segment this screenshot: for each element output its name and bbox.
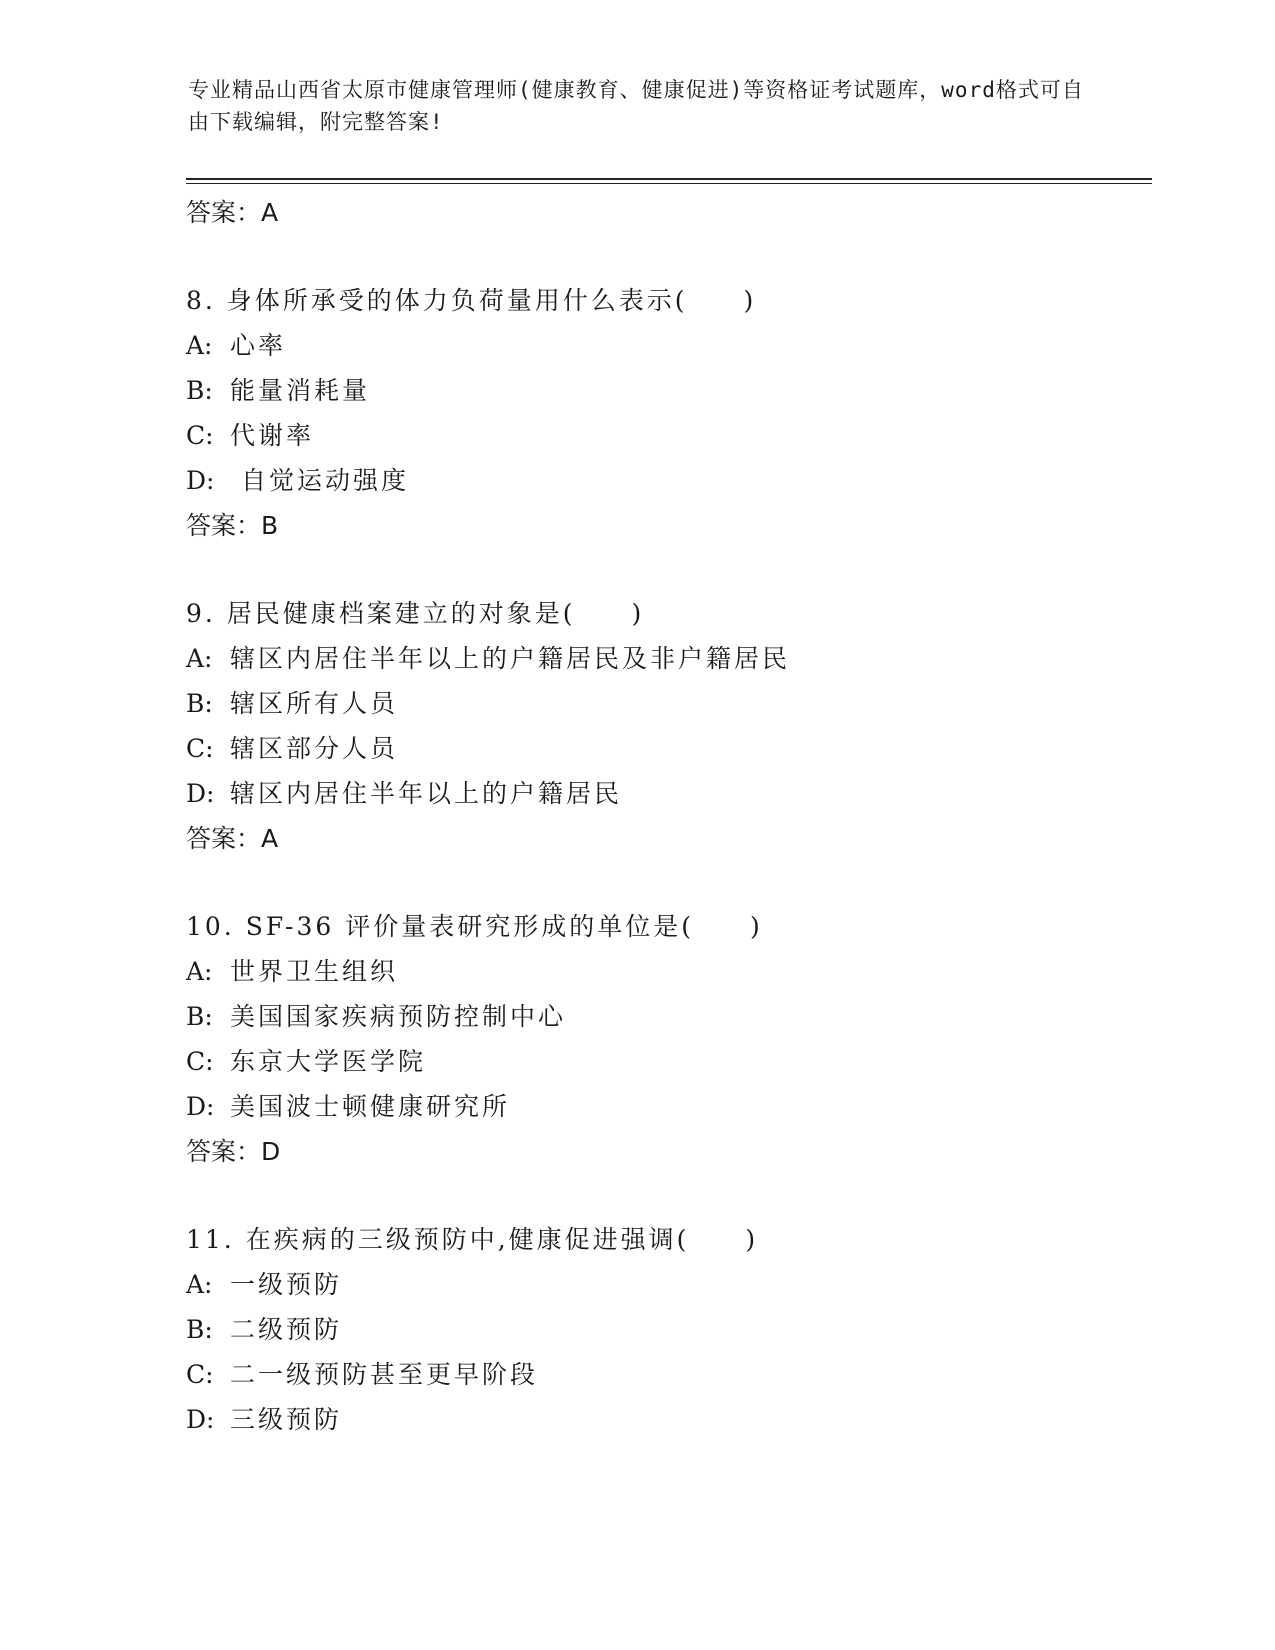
option-key: B: xyxy=(186,1315,213,1344)
option-text: 美国国家疾病预防控制中心 xyxy=(230,1002,567,1031)
answer-line: 答案：B xyxy=(186,511,279,540)
option-key: D: xyxy=(186,1405,215,1434)
header-rule-thick xyxy=(186,178,1152,180)
option-text: 辖区所有人员 xyxy=(230,689,399,718)
option-key: D: xyxy=(186,1092,215,1121)
option-text: 东京大学医学院 xyxy=(230,1047,427,1076)
option-a xyxy=(186,949,1146,994)
option-key: A: xyxy=(186,644,213,673)
option-key: B: xyxy=(186,1002,213,1031)
question-9 xyxy=(186,591,1146,862)
option-text: 能量消耗量 xyxy=(230,376,371,405)
option-key: A: xyxy=(186,331,213,360)
option-text: 美国波士顿健康研究所 xyxy=(230,1092,511,1121)
option-text: 二级预防 xyxy=(230,1315,343,1344)
option-text: 二一级预防甚至更早阶段 xyxy=(230,1360,539,1389)
option-key: C: xyxy=(186,734,214,763)
option-text: 辖区内居住半年以上的户籍居民 xyxy=(230,779,623,808)
option-b xyxy=(186,994,1146,1039)
option-key: A: xyxy=(186,1270,213,1299)
answer-line: 答案：A xyxy=(186,824,279,853)
option-c xyxy=(186,726,1146,771)
option-key: B: xyxy=(186,376,213,405)
option-d xyxy=(186,1397,1146,1442)
option-c xyxy=(186,1039,1146,1084)
option-text: 自觉运动强度 xyxy=(230,466,409,495)
option-text: 三级预防 xyxy=(230,1405,343,1434)
option-d xyxy=(186,771,1146,816)
option-a xyxy=(186,323,1146,368)
option-text: 辖区内居住半年以上的户籍居民及非户籍居民 xyxy=(230,644,791,673)
option-text: 辖区部分人员 xyxy=(230,734,399,763)
option-b xyxy=(186,1307,1146,1352)
option-key: B: xyxy=(186,689,213,718)
option-a xyxy=(186,1262,1146,1307)
option-key: D: xyxy=(186,779,215,808)
option-text: 心率 xyxy=(230,331,287,360)
option-d xyxy=(186,458,1146,503)
option-b xyxy=(186,681,1146,726)
option-a xyxy=(186,636,1146,681)
option-b xyxy=(186,368,1146,413)
question-8 xyxy=(186,278,1146,549)
option-c xyxy=(186,1352,1146,1397)
question-11 xyxy=(186,1217,1146,1442)
question-list xyxy=(186,190,1146,1442)
option-key: C: xyxy=(186,1047,214,1076)
question-title: 11. 在疾病的三级预防中,健康促进强调( ) xyxy=(186,1225,759,1254)
option-key: C: xyxy=(186,421,214,450)
option-text: 世界卫生组织 xyxy=(230,957,399,986)
option-c xyxy=(186,413,1146,458)
answer-line: 答案：D xyxy=(186,1137,281,1166)
option-text: 代谢率 xyxy=(230,421,315,450)
question-10 xyxy=(186,904,1146,1175)
document-header: 专业精品山西省太原市健康管理师(健康教育、健康促进)等资格证考试题库，word格式可自由下载编辑，附完整答案! xyxy=(188,78,1084,134)
option-key: A: xyxy=(186,957,213,986)
header-rule-thin xyxy=(186,183,1152,184)
option-text: 一级预防 xyxy=(230,1270,343,1299)
answer-line: 答案：A xyxy=(186,198,279,227)
question-title: 10. SF-36 评价量表研究形成的单位是( ) xyxy=(186,912,763,941)
question-title: 9. 居民健康档案建立的对象是( ) xyxy=(186,599,645,628)
question-title: 8. 身体所承受的体力负荷量用什么表示( ) xyxy=(186,286,757,315)
option-key: C: xyxy=(186,1360,214,1389)
option-d xyxy=(186,1084,1146,1129)
option-key: D: xyxy=(186,466,215,495)
